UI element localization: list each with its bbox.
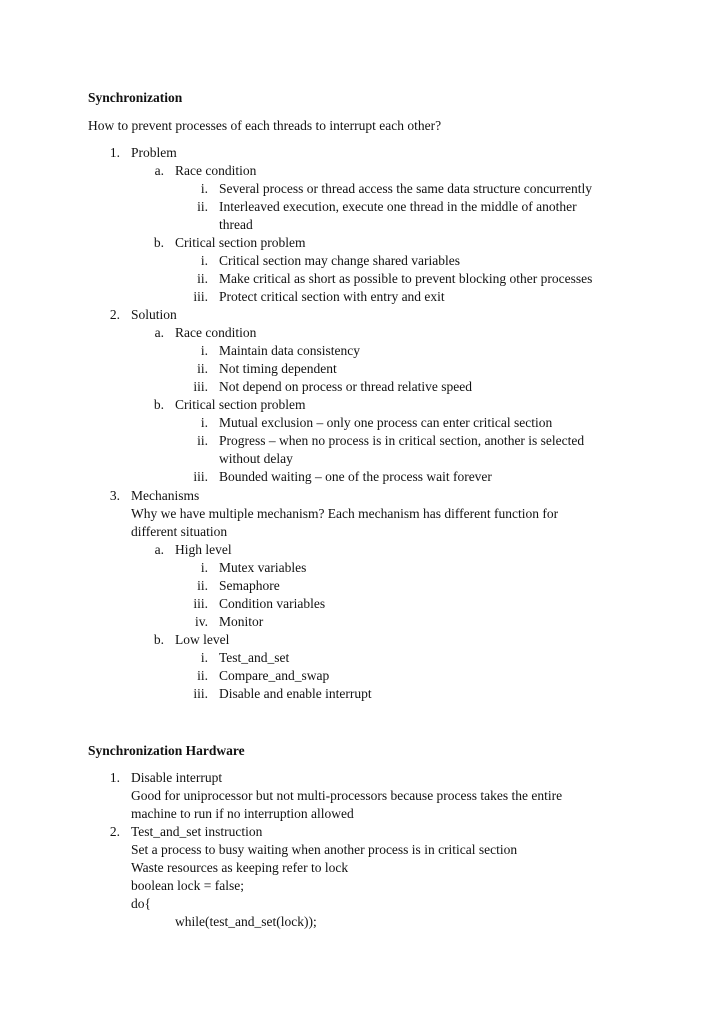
point-text: Mutual exclusion – only one process can enter critical section xyxy=(219,415,553,430)
list-roman: iii. xyxy=(193,686,208,701)
list-item-label: Test_and_set instruction xyxy=(131,824,263,839)
list-roman: iii. xyxy=(193,596,208,611)
point-text: Not depend on process or thread relative speed xyxy=(219,379,473,394)
point-text: Compare_and_swap xyxy=(219,668,330,683)
sub-item-label: Critical section problem xyxy=(175,397,306,412)
point-text: Disable and enable interrupt xyxy=(219,686,372,701)
list-number: 1. xyxy=(109,770,120,785)
item-description-continuation: different situation xyxy=(131,524,228,539)
point-text: Condition variables xyxy=(219,596,326,611)
list-roman: i. xyxy=(200,181,208,196)
sub-item-label: High level xyxy=(175,542,232,557)
point-text-continuation: without delay xyxy=(219,451,293,466)
item-text: machine to run if no interruption allowed xyxy=(131,806,354,821)
list-letter: a. xyxy=(154,325,164,340)
list-roman: i. xyxy=(200,560,208,575)
section-heading: Synchronization Hardware xyxy=(88,743,245,758)
code-line: boolean lock = false; xyxy=(131,878,244,893)
list-number: 2. xyxy=(109,824,120,839)
list-roman: ii. xyxy=(197,199,208,214)
item-description: Why we have multiple mechanism? Each mechanism has different function for xyxy=(131,506,559,521)
item-text: Waste resources as keeping refer to lock xyxy=(131,860,349,875)
point-text: Critical section may change shared variables xyxy=(219,253,461,268)
list-roman: iii. xyxy=(193,289,208,304)
list-letter: b. xyxy=(153,632,164,647)
list-roman: iii. xyxy=(193,379,208,394)
list-roman: i. xyxy=(200,415,208,430)
list-letter: a. xyxy=(154,163,164,178)
intro-question: How to prevent processes of each threads to interrupt each other? xyxy=(88,118,442,133)
sub-item-label: Race condition xyxy=(175,163,257,178)
point-text: Protect critical section with entry and exit xyxy=(219,289,445,304)
point-text: Not timing dependent xyxy=(219,361,337,376)
point-text: Interleaved execution, execute one thread in the middle of another xyxy=(219,199,577,214)
list-roman: i. xyxy=(200,253,208,268)
sub-item-label: Critical section problem xyxy=(175,235,306,250)
list-roman: ii. xyxy=(197,361,208,376)
point-text: Progress – when no process is in critical section, another is selected xyxy=(219,433,585,448)
list-letter: b. xyxy=(153,235,164,250)
list-letter: a. xyxy=(154,542,164,557)
section-heading: Synchronization xyxy=(88,90,183,105)
list-roman: ii. xyxy=(197,578,208,593)
list-roman: ii. xyxy=(197,433,208,448)
point-text: Bounded waiting – one of the process wait forever xyxy=(219,469,492,484)
point-text: Several process or thread access the same data structure concurrently xyxy=(219,181,592,196)
point-text: Monitor xyxy=(219,614,264,629)
point-text: Make critical as short as possible to prevent blocking other processes xyxy=(219,271,593,286)
list-roman: ii. xyxy=(197,271,208,286)
list-number: 1. xyxy=(109,145,120,160)
sub-item-label: Low level xyxy=(175,632,230,647)
list-roman: i. xyxy=(200,650,208,665)
list-letter: b. xyxy=(153,397,164,412)
item-text: Set a process to busy waiting when another process is in critical section xyxy=(131,842,518,857)
sub-item-label: Race condition xyxy=(175,325,257,340)
list-roman: iv. xyxy=(195,614,208,629)
list-roman: i. xyxy=(200,343,208,358)
code-line-indented: while(test_and_set(lock)); xyxy=(175,914,317,929)
list-roman: iii. xyxy=(193,469,208,484)
list-item-label: Problem xyxy=(131,145,177,160)
list-number: 2. xyxy=(109,307,120,322)
point-text: Test_and_set xyxy=(219,650,290,665)
list-item-label: Disable interrupt xyxy=(131,770,223,785)
code-line: do{ xyxy=(131,896,151,911)
list-roman: ii. xyxy=(197,668,208,683)
point-text: Mutex variables xyxy=(219,560,307,575)
point-text: Maintain data consistency xyxy=(219,343,360,358)
list-item-label: Solution xyxy=(131,307,177,322)
item-text: Good for uniprocessor but not multi-processors because process takes the entire xyxy=(131,788,563,803)
point-text: Semaphore xyxy=(219,578,280,593)
point-text-continuation: thread xyxy=(219,217,253,232)
list-item-label: Mechanisms xyxy=(131,488,200,503)
list-number: 3. xyxy=(109,488,120,503)
